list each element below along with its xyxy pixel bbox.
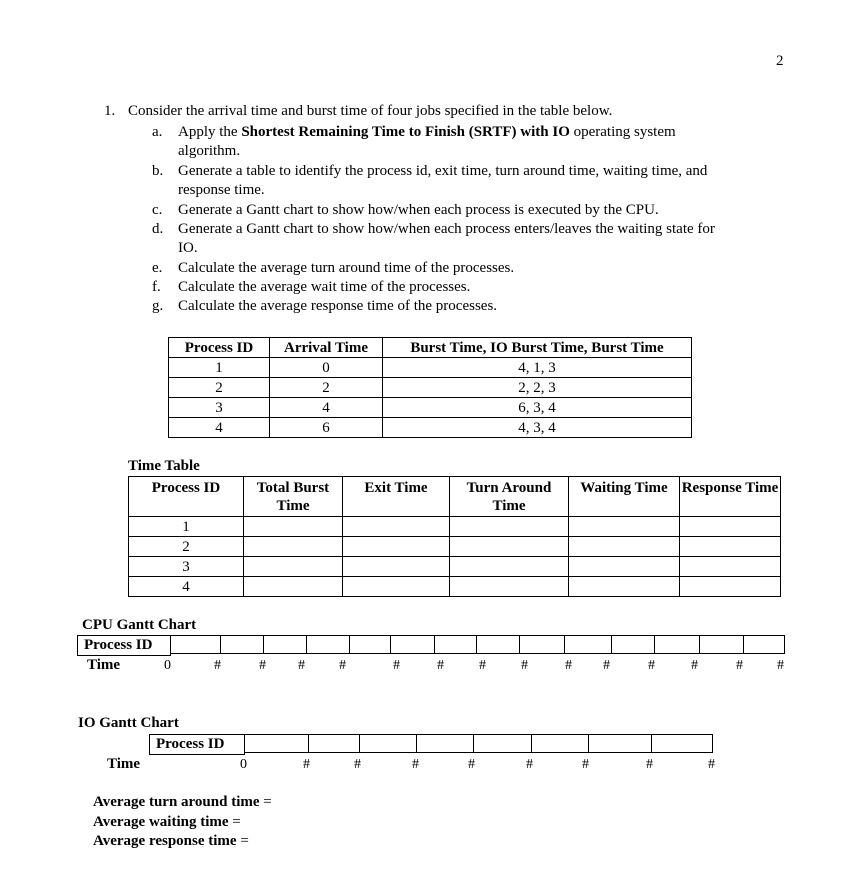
cell[interactable] bbox=[244, 577, 343, 597]
cpu-tick: # bbox=[214, 658, 221, 673]
table-row bbox=[129, 557, 781, 577]
io-tick: # bbox=[708, 757, 715, 772]
cell[interactable] bbox=[450, 517, 569, 537]
gantt-cell-divider bbox=[416, 735, 417, 752]
gantt-cell-divider bbox=[531, 735, 532, 752]
cpu-tick: # bbox=[259, 658, 266, 673]
avg-response bbox=[93, 833, 249, 850]
page-number: 2 bbox=[776, 53, 784, 69]
avg-turnaround-eq: = bbox=[259, 794, 272, 810]
io-gantt-time-label: Time bbox=[107, 756, 141, 772]
cpu-tick: # bbox=[691, 658, 698, 673]
cpu-tick: # bbox=[298, 658, 305, 673]
item-letter: g. bbox=[152, 298, 164, 314]
cell: 4, 1, 3 bbox=[383, 358, 692, 378]
avg-response-label: Average response time bbox=[93, 833, 237, 849]
table-row bbox=[169, 358, 692, 378]
gantt-cell-divider bbox=[588, 735, 589, 752]
tt-header-total-burst: Total Burst Time bbox=[244, 477, 343, 517]
cell[interactable] bbox=[450, 577, 569, 597]
cpu-gantt-time-label: Time bbox=[87, 657, 121, 673]
item-letter: e. bbox=[152, 260, 163, 276]
cell: 2 bbox=[270, 378, 383, 398]
table-row bbox=[169, 378, 692, 398]
cpu-tick: # bbox=[565, 658, 572, 673]
gantt-cell-divider bbox=[564, 636, 565, 653]
io-tick: # bbox=[412, 757, 419, 772]
cell[interactable] bbox=[569, 517, 680, 537]
cell: 2 bbox=[129, 537, 244, 557]
cell[interactable] bbox=[680, 537, 781, 557]
avg-waiting bbox=[93, 814, 241, 831]
item-letter: b. bbox=[152, 163, 164, 179]
cpu-tick: 0 bbox=[164, 658, 171, 673]
io-gantt-row-label: Process ID bbox=[149, 734, 245, 755]
cpu-tick: # bbox=[736, 658, 743, 673]
item-a-pre: Apply the bbox=[178, 124, 242, 140]
gantt-cell-divider bbox=[699, 636, 700, 653]
gantt-cell-divider bbox=[306, 636, 307, 653]
cpu-gantt-title: CPU Gantt Chart bbox=[82, 617, 197, 633]
cpu-tick: # bbox=[521, 658, 528, 673]
header-arrival-time: Arrival Time bbox=[270, 338, 383, 358]
question-number: 1. bbox=[104, 103, 116, 119]
io-tick: 0 bbox=[240, 757, 247, 772]
cell: 4 bbox=[129, 577, 244, 597]
cell: 1 bbox=[129, 517, 244, 537]
tt-header-process-id: Process ID bbox=[129, 477, 244, 517]
item-a-post: operating system bbox=[569, 124, 676, 140]
table-row bbox=[129, 577, 781, 597]
header-burst-time: Burst Time, IO Burst Time, Burst Time bbox=[383, 338, 692, 358]
cell[interactable] bbox=[244, 557, 343, 577]
cell[interactable] bbox=[450, 537, 569, 557]
table-row bbox=[129, 517, 781, 537]
item-letter: d. bbox=[152, 221, 164, 237]
gantt-cell-divider bbox=[743, 636, 744, 653]
io-gantt-bar[interactable] bbox=[244, 734, 713, 753]
avg-waiting-eq: = bbox=[228, 814, 241, 830]
item-letter: c. bbox=[152, 202, 163, 218]
gantt-cell-divider bbox=[519, 636, 520, 653]
cell: 4 bbox=[270, 398, 383, 418]
cpu-tick: # bbox=[648, 658, 655, 673]
cell: 3 bbox=[129, 557, 244, 577]
gantt-cell-divider bbox=[308, 735, 309, 752]
item-d-line1: Generate a Gantt chart to show how/when each process enters/leaves the waiting state for bbox=[178, 221, 715, 237]
item-a-line2: algorithm. bbox=[178, 143, 241, 159]
tt-header-exit-time: Exit Time bbox=[343, 477, 450, 517]
tt-header-turn-around: Turn Around Time bbox=[450, 477, 569, 517]
table-row bbox=[129, 537, 781, 557]
item-d-line2: IO. bbox=[178, 240, 198, 256]
cell[interactable] bbox=[680, 557, 781, 577]
cpu-tick: # bbox=[603, 658, 610, 673]
cell: 2, 2, 3 bbox=[383, 378, 692, 398]
header-process-id: Process ID bbox=[169, 338, 270, 358]
gantt-cell-divider bbox=[611, 636, 612, 653]
io-tick: # bbox=[354, 757, 361, 772]
avg-response-eq: = bbox=[236, 833, 249, 849]
cpu-gantt-row-label: Process ID bbox=[77, 635, 171, 656]
io-tick: # bbox=[468, 757, 475, 772]
table-row bbox=[169, 398, 692, 418]
tt-header-waiting-time: Waiting Time bbox=[569, 477, 680, 517]
table-row bbox=[169, 418, 692, 438]
gantt-cell-divider bbox=[651, 735, 652, 752]
cell[interactable] bbox=[680, 577, 781, 597]
cpu-tick: # bbox=[437, 658, 444, 673]
avg-turnaround bbox=[93, 794, 272, 811]
gantt-cell-divider bbox=[434, 636, 435, 653]
avg-waiting-label: Average waiting time bbox=[93, 814, 229, 830]
item-e-text: Calculate the average turn around time of the processes. bbox=[178, 260, 515, 276]
cell[interactable] bbox=[680, 517, 781, 537]
cell[interactable] bbox=[450, 557, 569, 577]
cell[interactable] bbox=[569, 557, 680, 577]
item-b-line1: Generate a table to identify the process id, exit time, turn around time, waiting time, and bbox=[178, 163, 708, 179]
item-a-bold: Shortest Remaining Time to Finish (SRTF) with IO bbox=[241, 124, 570, 140]
gantt-cell-divider bbox=[476, 636, 477, 653]
cpu-tick: # bbox=[393, 658, 400, 673]
time-table bbox=[128, 476, 781, 597]
gantt-cell-divider bbox=[263, 636, 264, 653]
cell[interactable] bbox=[343, 577, 450, 597]
gantt-cell-divider bbox=[473, 735, 474, 752]
cpu-gantt-bar[interactable] bbox=[170, 635, 785, 654]
cell[interactable] bbox=[244, 537, 343, 557]
cell: 0 bbox=[270, 358, 383, 378]
cpu-tick: # bbox=[777, 658, 784, 673]
question-text: Consider the arrival time and burst time of four jobs specified in the table below. bbox=[128, 103, 613, 119]
gantt-cell-divider bbox=[359, 735, 360, 752]
cell[interactable] bbox=[343, 537, 450, 557]
gantt-cell-divider bbox=[654, 636, 655, 653]
io-tick: # bbox=[526, 757, 533, 772]
cell[interactable] bbox=[569, 537, 680, 557]
item-letter: f. bbox=[152, 279, 161, 295]
cell[interactable] bbox=[343, 517, 450, 537]
item-c-text: Generate a Gantt chart to show how/when each process is executed by the CPU. bbox=[178, 202, 659, 218]
cell[interactable] bbox=[569, 577, 680, 597]
cell: 4, 3, 4 bbox=[383, 418, 692, 438]
io-tick: # bbox=[582, 757, 589, 772]
avg-turnaround-label: Average turn around time bbox=[93, 794, 260, 810]
cell: 1 bbox=[169, 358, 270, 378]
cpu-tick: # bbox=[479, 658, 486, 673]
item-f-text: Calculate the average wait time of the processes. bbox=[178, 279, 471, 295]
cell: 3 bbox=[169, 398, 270, 418]
time-table-title: Time Table bbox=[128, 458, 200, 474]
tt-header-response-time: Response Time bbox=[680, 477, 781, 517]
io-tick: # bbox=[646, 757, 653, 772]
cell: 2 bbox=[169, 378, 270, 398]
cell[interactable] bbox=[343, 557, 450, 577]
io-tick: # bbox=[303, 757, 310, 772]
cell[interactable] bbox=[244, 517, 343, 537]
gantt-cell-divider bbox=[390, 636, 391, 653]
cpu-tick: # bbox=[339, 658, 346, 673]
cell: 6 bbox=[270, 418, 383, 438]
gantt-cell-divider bbox=[349, 636, 350, 653]
gantt-cell-divider bbox=[220, 636, 221, 653]
item-g-text: Calculate the average response time of the processes. bbox=[178, 298, 498, 314]
io-gantt-title: IO Gantt Chart bbox=[78, 715, 179, 731]
cell: 6, 3, 4 bbox=[383, 398, 692, 418]
jobs-table bbox=[168, 337, 692, 438]
item-letter: a. bbox=[152, 124, 163, 140]
cell: 4 bbox=[169, 418, 270, 438]
item-b-line2: response time. bbox=[178, 182, 265, 198]
